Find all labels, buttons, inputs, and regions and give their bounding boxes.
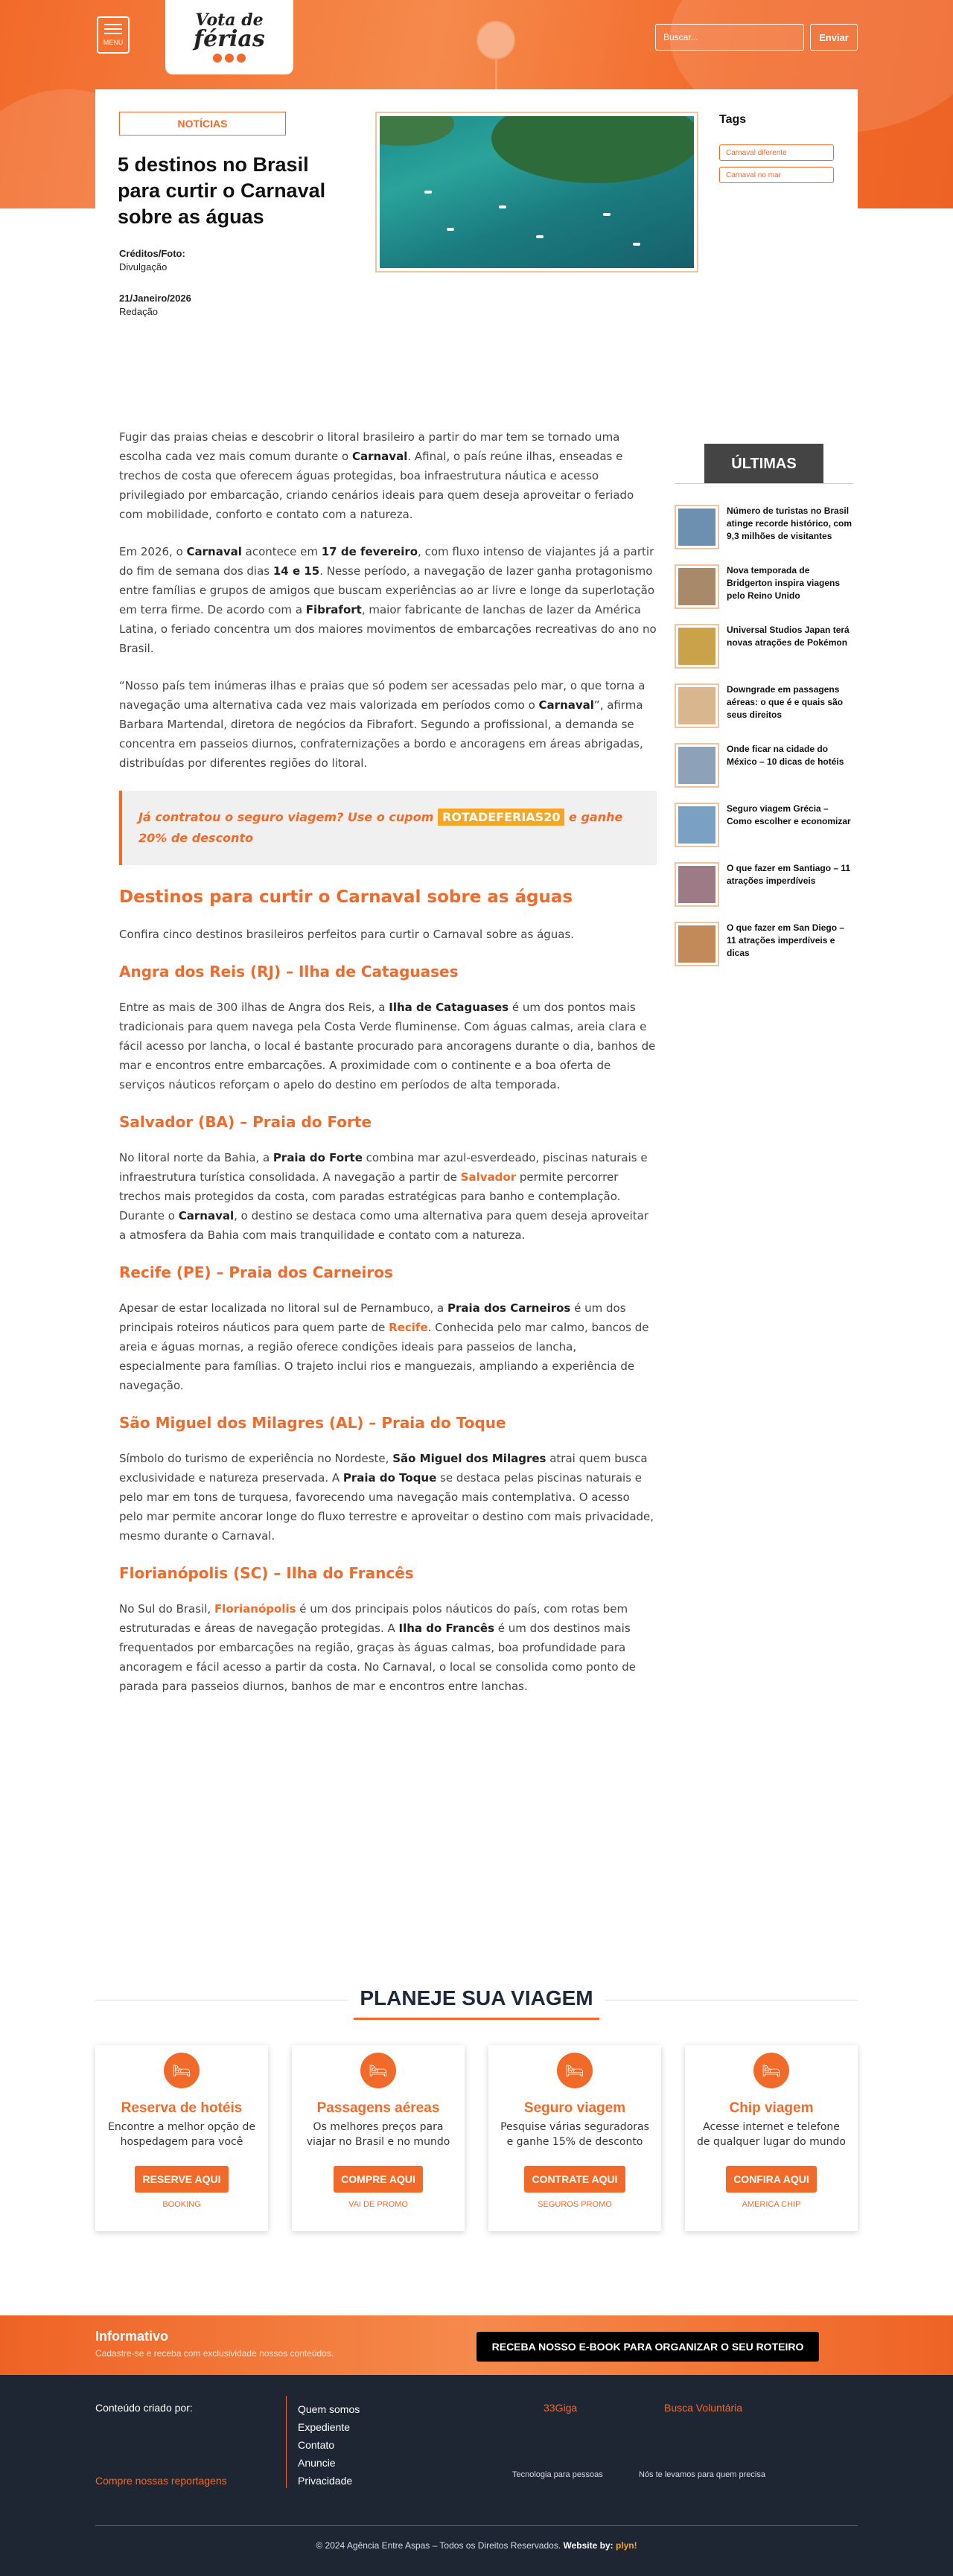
plan-card — [488, 2045, 661, 2231]
latest-title: Downgrade em passagens aéreas: o que é e quais são seus direitos — [727, 684, 844, 720]
page-title: 5 destinos no Brasil para curtir o Carnaval sobre as águas — [118, 153, 326, 228]
footer-link[interactable]: Anuncie — [298, 2457, 336, 2469]
plan-card — [685, 2045, 858, 2231]
newsletter-sub: Cadastre-se e receba com exclusividade nossos conteúdos. — [95, 2348, 334, 2359]
latest-item[interactable] — [675, 624, 853, 683]
bed-icon: 🛏 — [360, 2053, 396, 2088]
partner-33giga[interactable]: 33Giga — [544, 2402, 578, 2414]
plan-trip-section — [95, 1986, 858, 2231]
latest-item[interactable] — [675, 922, 853, 981]
latest-title: O que fazer em Santiago – 11 atrações imperdíveis — [727, 863, 851, 886]
logo-line1: Vota de — [195, 10, 264, 30]
latest-title: Nova temporada de Bridgerton inspira viagens pelo Reino Unido — [727, 565, 841, 601]
plan-heading: PLANEJE SUA VIAGEM — [348, 1986, 605, 2009]
paragraph: Confira cinco destinos brasileiros perfeitos para curtir o Carnaval sobre as águas. — [119, 928, 575, 941]
buy-reports-link[interactable]: Compre nossas reportagens — [95, 2475, 227, 2487]
credits-label: Créditos/Foto: — [119, 248, 185, 259]
footer-link[interactable]: Expediente — [298, 2421, 351, 2433]
paragraph: Entre as mais de 300 ilhas de Angra dos Reis, a Ilha de Cataguases é um dos pontos mais tradicionais para quem navega pela Costa Verde fluminense. Com águas calmas, areia clara e fácil acesso por lancha, o local é bastante procurado para ancoragens durante o dia, banhos de mar e encontros entre embarcações. A proximidade com o continente e a boa oferta de serviços náuticos reforçam o apelo do destino em períodos de alta temporada. — [119, 1001, 656, 1091]
plan-card-title: Passagens aéreas — [316, 2100, 440, 2116]
bed-icon: 🛏 — [557, 2053, 593, 2088]
latest-thumbnail — [675, 803, 719, 847]
post-date — [119, 292, 191, 319]
latest-title: Seguro viagem Grécia – Como escolher e economizar — [727, 803, 851, 826]
partner-busca-voluntaria[interactable]: Busca Voluntária — [664, 2402, 743, 2414]
promo-coupon-box[interactable]: Já contratou o seguro viagem? Use o cupom ROTADEFERIAS20 e ganhe 20% de desconto — [119, 791, 657, 865]
created-by-label: Conteúdo criado por: — [95, 2402, 193, 2414]
recife-link[interactable]: Recife — [389, 1321, 428, 1334]
plyn-link[interactable]: plyn! — [615, 2540, 637, 2551]
latest-item[interactable] — [675, 683, 853, 743]
plan-card-desc: Pesquise várias seguradoras e ganhe 15% de desconto — [500, 2121, 649, 2148]
featured-image — [375, 112, 698, 272]
tag-carnaval-no-mar[interactable]: Carnaval no mar — [719, 167, 834, 183]
partner1-tagline: Tecnologia para pessoas — [512, 2470, 603, 2479]
plan-card-desc: Encontre a melhor opção de hospedagem para você — [108, 2121, 255, 2148]
latest-title: Onde ficar na cidade do México – 10 dicas de hotéis — [727, 744, 844, 767]
plan-card-provider[interactable]: AMERICA CHIP — [742, 2200, 801, 2209]
category-badge[interactable]: NOTÍCIAS — [119, 112, 286, 136]
destination-heading: Salvador (BA) – Praia do Forte — [119, 1113, 372, 1131]
newsletter-bar — [0, 2315, 953, 2375]
plan-card-button[interactable]: CONFIRA AQUI — [726, 2166, 817, 2193]
latest-thumbnail — [675, 624, 719, 669]
paragraph: Em 2026, o Carnaval acontece em 17 de fevereiro, com fluxo intenso de viajantes já a partir do fim de semana dos dias 14 e 15. Nesse período, a navegação de lazer ganha protagonismo entre famílias e grupos de amigos que buscam experiências ao ar livre e longe da superlotação em terra firme. De acordo com a Fibrafort, maior fabricante de lanchas de lazer da América Latina, o feriado concentra um dos maiores movimentos de embarcações recreativas do ano no Brasil. — [119, 545, 657, 655]
plan-card-desc: Os melhores preços para viajar no Brasil e no mundo — [306, 2121, 450, 2148]
florianopolis-link[interactable]: Florianópolis — [214, 1602, 296, 1616]
latest-thumbnail — [675, 743, 719, 788]
plan-card-title: Seguro viagem — [523, 2100, 626, 2116]
latest-heading: ÚLTIMAS — [704, 444, 823, 484]
paragraph: No litoral norte da Bahia, a Praia do Forte combina mar azul-esverdeado, piscinas naturais e infraestrutura turística consolidada. A navegação a partir de Salvador permite percorrer trechos mais protegidos da costa, com paradas estratégicas para banho e contemplação. Durante o Carnaval, o destino se destaca como uma alternativa para quem deseja aproveitar a atmosfera da Bahia com mais tranquilidade e contato com a natureza. — [119, 1151, 648, 1242]
coupon-code: ROTADEFERIAS20 — [438, 809, 565, 826]
paragraph: Fugir das praias cheias e descobrir o litoral brasileiro a partir do mar tem se tornado uma escolha cada vez mais comum durante o Carnaval. Afinal, o país reúne ilhas, enseadas e trechos de costa que oferecem águas protegidas, boa infraestrutura náutica e acesso privilegiado por embarcação, criando cenários ideais para quem deseja aproveitar o feriado com mobilidade, conforto e contato com a natureza. — [119, 430, 634, 521]
plan-card-title: Reserva de hotéis — [121, 2100, 243, 2116]
footer-links — [298, 2400, 360, 2490]
latest-title: Número de turistas no Brasil atinge recorde histórico, com 9,3 milhões de visitantes — [727, 506, 852, 541]
destination-heading: Florianópolis (SC) – Ilha do Francês — [119, 1564, 414, 1582]
plan-card-desc: Acesse internet e telefone de qualquer lugar do mundo — [697, 2121, 846, 2148]
plan-card — [95, 2045, 268, 2231]
latest-item[interactable] — [675, 803, 853, 862]
paragraph: Apesar de estar localizada no litoral sul de Pernambuco, a Praia dos Carneiros é um dos principais roteiros náuticos para quem parte de Recife. Conhecida pelo mar calmo, bancos de areia e águas mornas, a região oferece condições ideais para passeios de lancha, especialmente para famílias. O trajeto inclui rios e manguezais, ampliando a experiência de navegação. — [119, 1301, 649, 1392]
destination-heading: Angra dos Reis (RJ) – Ilha de Cataguases — [119, 963, 459, 981]
menu-button[interactable] — [97, 16, 130, 54]
paragraph: No Sul do Brasil, Florianópolis é um dos principais polos náuticos do país, com rotas bem estruturadas e áreas de navegação protegidas. A Ilha do Francês é um dos destinos mais frequentados por embarcações na região, graças às águas calmas, boa profundidade para ancoragem e fácil acesso a partir da costa. No Carnaval, o local se consolida como ponto de parada para passeios diurnos, banhos de mar e encontros entre lanchas. — [119, 1602, 637, 1693]
latest-thumbnail — [675, 922, 719, 966]
latest-item[interactable] — [675, 743, 853, 803]
date-value: 21/Janeiro/2026 — [119, 293, 191, 304]
latest-thumbnail — [675, 505, 719, 549]
footer — [0, 2375, 953, 2576]
footer-link[interactable]: Quem somos — [298, 2403, 360, 2415]
latest-thumbnail — [675, 564, 719, 609]
paragraph: “Nosso país tem inúmeras ilhas e praias que só podem ser acessadas pelo mar, o que torna a navegação uma alternativa cada vez mais valorizada em períodos como o Carnaval”, afirma Barbara Martendal, diretora de negócios da Fibrafort. Segundo a profissional, a demanda se concentra em passeios diurnos, confraternizações a bordo e ancoragens em áreas abrigadas, distribuídas por diferentes regiões do litoral. — [119, 679, 646, 770]
photo-credits — [119, 247, 185, 274]
plan-card-provider[interactable]: SEGUROS PROMO — [538, 2200, 612, 2209]
search-input[interactable] — [655, 24, 804, 51]
plan-card-provider[interactable]: VAI DE PROMO — [348, 2200, 408, 2209]
salvador-link[interactable]: Salvador — [460, 1170, 517, 1184]
bed-icon: 🛏 — [164, 2053, 200, 2088]
author: Redação — [119, 306, 159, 317]
latest-sidebar — [675, 444, 853, 981]
plan-card-button[interactable]: RESERVE AQUI — [135, 2166, 228, 2193]
footer-link[interactable]: Privacidade — [298, 2475, 353, 2487]
map-pin-decoration — [476, 21, 515, 60]
ebook-button[interactable]: RECEBA NOSSO E-BOOK PARA ORGANIZAR O SEU ROTEIRO — [476, 2332, 819, 2362]
plan-card-title: Chip viagem — [729, 2100, 814, 2116]
paragraph: Símbolo do turismo de experiência no Nordeste, São Miguel dos Milagres atrai quem busca exclusividade e natureza preservada. A Praia do Toque se destaca pelas piscinas naturais e pelo mar em tons de turquesa, favorecendo uma navegação mais contemplativa. O acesso pelo mar permite ancorar longe do fluxo terrestre e aproveitar o destino com mais privacidade, mesmo durante o Carnaval. — [119, 1452, 654, 1543]
tags-heading: Tags — [719, 113, 747, 126]
section-heading: Destinos para curtir o Carnaval sobre as águas — [119, 887, 573, 907]
partner2-tagline: Nós te levamos para quem precisa — [639, 2470, 765, 2479]
tag-carnaval-diferente[interactable]: Carnaval diferente — [719, 144, 834, 161]
latest-item[interactable] — [675, 862, 853, 922]
logo-line2: férias — [194, 26, 265, 52]
site-logo[interactable] — [165, 0, 293, 74]
destination-heading: Recife (PE) – Praia dos Carneiros — [119, 1263, 393, 1281]
destination-heading: São Miguel dos Milagres (AL) – Praia do Toque — [119, 1414, 506, 1432]
latest-title: O que fazer em San Diego – 11 atrações imperdíveis e dicas — [727, 922, 845, 958]
latest-thumbnail — [675, 862, 719, 907]
article-body — [119, 427, 657, 1714]
newsletter-heading: Informativo — [95, 2329, 169, 2344]
plan-card-button[interactable]: COMPRE AQUI — [334, 2166, 423, 2193]
plan-card-provider[interactable]: BOOKING — [162, 2200, 201, 2209]
send-button[interactable]: Enviar — [810, 24, 858, 51]
credits-value: Divulgação — [119, 261, 168, 272]
menu-label: MENU — [103, 39, 124, 46]
copyright: © 2024 Agência Entre Aspas – Todos os Direitos Reservados. Website by: plyn! — [316, 2540, 637, 2551]
latest-title: Universal Studios Japan terá novas atrações de Pokémon — [727, 625, 850, 648]
latest-item[interactable] — [675, 564, 853, 624]
latest-item[interactable] — [675, 505, 853, 564]
latest-thumbnail — [675, 683, 719, 728]
plan-card-button[interactable]: CONTRATE AQUI — [524, 2166, 625, 2193]
logo-dots — [213, 54, 246, 63]
plan-card — [292, 2045, 465, 2231]
footer-link[interactable]: Contato — [298, 2439, 335, 2451]
bed-icon: 🛏 — [753, 2053, 789, 2088]
